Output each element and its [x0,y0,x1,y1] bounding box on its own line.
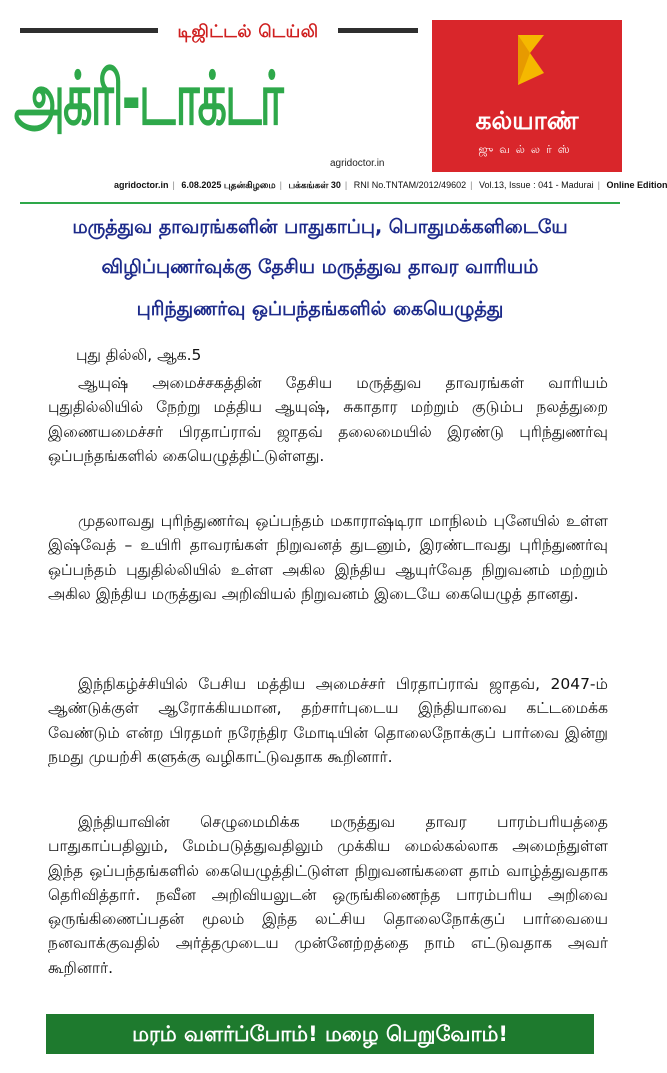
masthead-tagline: டிஜிட்டல் டெய்லி [177,22,319,42]
headline-line-2: விழிப்புணர்வுக்கு தேசிய மருத்துவ தாவர வாரியம் [101,256,539,278]
masthead-rule-left [20,28,158,33]
info-site: agridoctor.in [114,180,169,190]
advertisement-subtitle: ஜுவல்லர்ஸ் [478,143,576,156]
paragraph-2: முதலாவது புரிந்துணர்வு ஒப்பந்தம் மகாராஷ்டிரா மாநிலம் புனேயில் உள்ள இஷ்வேத் – உயிரி தாவரங்கள் நிறுவனத் துடனும், இரண்டாவது புரிந்துணர்வு ஒப்பந்தம் புதுதில்லியில் உள்ள அகில இந்திய ஆயுர்வேத நிறுவனம் மற்றும் அகில இந்திய மருத்துவ அறிவியல் நிறுவனம் இடையே கையெழுத் தானது. [48,512,608,603]
info-volume: Vol.13, Issue : 041 - Madurai [479,180,594,190]
info-rni: RNI No.TNTAM/2012/49602 [353,180,467,190]
info-date: 6.08.2025 புதன்கிழமை [181,180,276,190]
paragraph-3: இந்நிகழ்ச்சியில் பேசிய மத்திய அமைச்சர் பிரதாப்ராவ் ஜாதவ், 2047-ம் ஆண்டுக்குள் ஆரோக்கியமான, தற்சார்புடைய இந்தியாவை கட்டமைக்க வேண்டும் என்ற பிரதமர் நரேந்திர மோடியின் தொலைநோக்குப் பார்வை இன்று நமது முயற்சி களுக்கு வழிகாட்டுவதாக கூறினார். [48,675,608,766]
headline-line-1: மருத்துவ தாவரங்களின் பாதுகாப்பு, பொதுமக்களிடையே [72,216,568,238]
slogan-text: மரம் வளர்ப்போம்! மழை பெறுவோம்! [132,1022,508,1046]
info-edition: Online Edition [606,180,667,190]
paragraph-4: இந்தியாவின் செழுமைமிக்க மருத்துவ தாவர பாரம்பரியத்தை பாதுகாப்பதிலும், மேம்படுத்துவதிலும் முக்கிய மைல்கல்லாக அமைந்துள்ள இந்த ஒப்பந்தங்களில் கையெழுத்திட்டுள்ள நிறுவனங்களை தாம் வாழ்த்துவதாக தெரிவித்தார். நவீன அறிவியலுடன் ஒருங்கிணைந்த பாரம்பரிய அறிவை ஒருங்கிணைப்பதன் மூலம் இந்த லட்சிய தொலைநோக்குப் பார்வையை நனவாக்குவதில் அர்த்தமுடைய முன்னேற்றத்தை நாம் எட்டுவதாக அவர் கூறினார். [48,813,608,977]
info-pages: பக்கங்கள் 30 [288,180,341,190]
edition-info-bar: agridoctor.in | 6.08.2025 புதன்கிழமை | பக்கங்கள் 30 | RNI No.TNTAM/2012/49602 | Vol.13, Issue : 041 - Madurai | Online Edition [114,180,667,190]
kalyan-logo-icon [500,29,560,89]
paragraph-1: ஆயுஷ் அமைச்சகத்தின் தேசிய மருத்துவ தாவரங்கள் வாரியம் புதுதில்லியில் நேற்று மத்திய ஆயுஷ், சுகாதார மற்றும் குடும்ப நலத்துறை இணையமைச்சர் பிரதாப்ராவ் ஜாதவ் தலைமையில் இரண்டு புரிந்துணர்வு ஒப்பந்தங்களில் கையெழுத்திட்டுள்ளது. [48,374,608,465]
headline-line-3: புரிந்துணர்வு ஒப்பந்தங்களில் கையெழுத்து [136,298,504,320]
masthead-brand: அக்ரி-டாக்டர் [14,56,282,142]
header-divider [20,202,620,204]
dateline: புது தில்லி, ஆக.5 [76,346,202,364]
masthead-url: agridoctor.in [330,158,385,169]
masthead-rule-right [338,28,418,33]
advertisement-name: கல்யாண் [475,106,579,135]
